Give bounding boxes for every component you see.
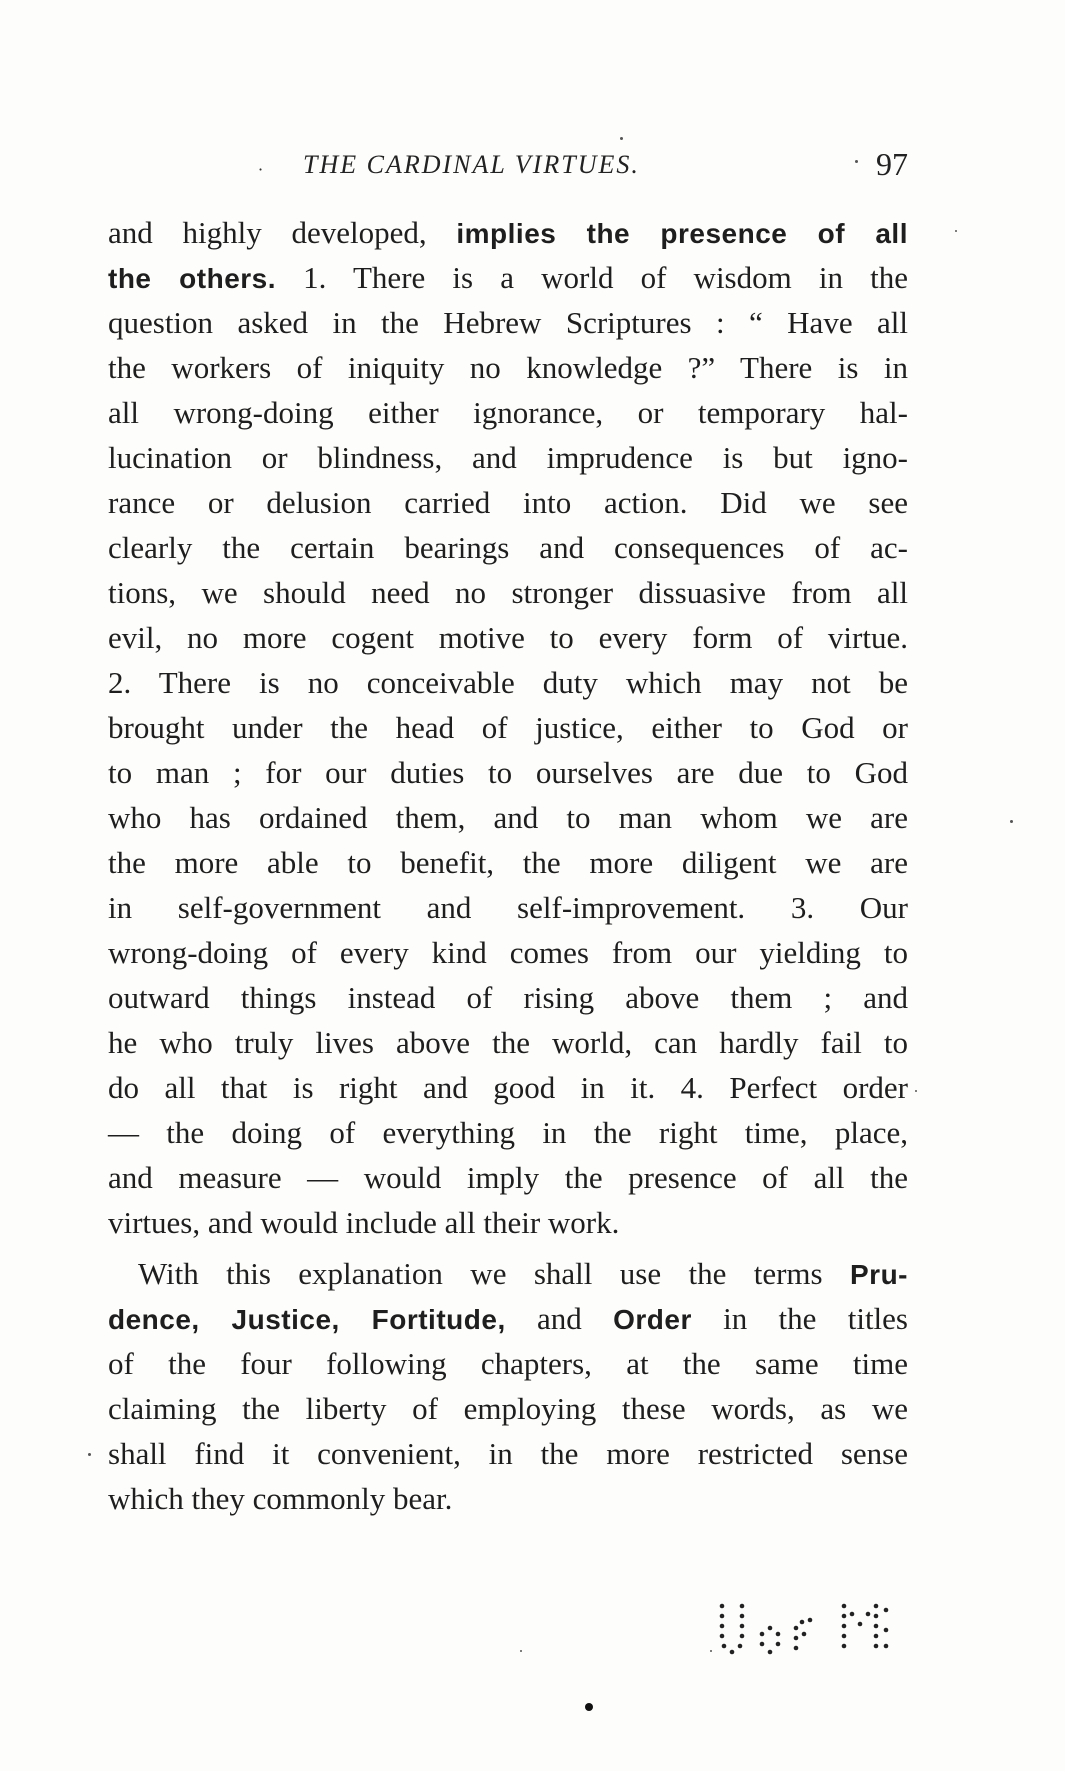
print-speck xyxy=(585,1703,593,1711)
text-run: and xyxy=(505,1301,614,1336)
text-run: and measure — would imply the presence of all the xyxy=(108,1160,908,1195)
text-run: shall find it convenient, in the more restricted sense xyxy=(108,1436,908,1471)
print-speck xyxy=(955,230,957,232)
text-run: the workers of iniquity no knowledge ?” There is in xyxy=(108,350,908,385)
text-run: the more able to benefit, the more diligent we are xyxy=(108,845,908,880)
text-line xyxy=(108,1431,908,1476)
running-header xyxy=(108,146,908,190)
text-line xyxy=(108,1155,908,1200)
header-ornament: · xyxy=(258,160,264,179)
text-line xyxy=(108,435,908,480)
text-run: wrong-doing of every kind comes from our yielding to xyxy=(108,935,908,970)
text-line xyxy=(108,1296,908,1341)
text-run: With this explanation we shall use the terms xyxy=(138,1256,850,1291)
text-line xyxy=(108,1251,908,1296)
text-run: to man ; for our duties to ourselves are due to God xyxy=(108,755,908,790)
text-run: outward things instead of rising above them ; and xyxy=(108,980,908,1015)
text-line xyxy=(108,750,908,795)
text-line xyxy=(108,1110,908,1155)
text-line xyxy=(108,795,908,840)
text-line xyxy=(108,1476,908,1521)
text-run: which they commonly bear. xyxy=(108,1481,453,1516)
page-number: 97 xyxy=(876,146,908,182)
text-line xyxy=(108,390,908,435)
text-run: lucination or blindness, and imprudence is but igno- xyxy=(108,440,908,475)
text-run: and highly developed, xyxy=(108,215,457,250)
text-run: all wrong-doing either ignorance, or temporary hal- xyxy=(108,395,908,430)
text-run: virtues, and would include all their work. xyxy=(108,1205,620,1240)
text-line xyxy=(108,840,908,885)
text-line xyxy=(108,210,908,255)
text-run: do all that is right and good in it. 4. Perfect order xyxy=(108,1070,908,1105)
text-line xyxy=(108,705,908,750)
print-speck xyxy=(620,137,623,140)
text-line xyxy=(108,255,908,300)
text-run: who has ordained them, and to man whom we are xyxy=(108,800,908,835)
paragraph-1 xyxy=(108,210,908,1245)
text-line xyxy=(108,1065,908,1110)
text-line xyxy=(108,480,908,525)
text-run: claiming the liberty of employing these words, as we xyxy=(108,1391,908,1426)
text-line xyxy=(108,1200,908,1245)
text-run: 2. There is no conceivable duty which may not be xyxy=(108,665,908,700)
text-run: in the titles xyxy=(691,1301,908,1336)
text-line xyxy=(108,570,908,615)
text-line xyxy=(108,975,908,1020)
text-line xyxy=(108,345,908,390)
text-run: evil, no more cogent motive to every form of virtue. xyxy=(108,620,908,655)
library-perforation-stamp xyxy=(712,1600,912,1660)
bold-term: the others. xyxy=(108,263,277,294)
running-title: THE CARDINAL VIRTUES. xyxy=(303,150,640,179)
print-speck xyxy=(915,1090,917,1092)
text-line xyxy=(108,300,908,345)
text-run: brought under the head of justice, either to God or xyxy=(108,710,908,745)
body-text xyxy=(108,210,908,1521)
text-line xyxy=(108,930,908,975)
print-speck xyxy=(1010,820,1013,823)
text-line xyxy=(108,660,908,705)
paragraph-2 xyxy=(108,1251,908,1521)
bold-term: implies the presence of all xyxy=(456,218,908,249)
text-run: clearly the certain bearings and consequences of ac- xyxy=(108,530,908,565)
text-run: he who truly lives above the world, can hardly fail to xyxy=(108,1025,908,1060)
text-run: rance or delusion carried into action. Did we see xyxy=(108,485,908,520)
text-run: of the four following chapters, at the same time xyxy=(108,1346,908,1381)
text-run: 1. There is a world of wisdom in the xyxy=(276,260,908,295)
print-speck xyxy=(710,1650,712,1652)
text-run: tions, we should need no stronger dissuasive from all xyxy=(108,575,908,610)
text-run: question asked in the Hebrew Scriptures : “ Have all xyxy=(108,305,908,340)
text-line xyxy=(108,885,908,930)
bold-term: Order xyxy=(613,1304,692,1335)
print-speck xyxy=(520,1650,522,1652)
bold-term: dence, Justice, Fortitude, xyxy=(108,1304,506,1335)
bold-term: Pru- xyxy=(850,1259,908,1290)
text-line xyxy=(108,1341,908,1386)
print-speck xyxy=(88,1453,91,1456)
text-run: — the doing of everything in the right time, place, xyxy=(108,1115,908,1150)
text-line xyxy=(108,1386,908,1431)
print-speck xyxy=(855,160,858,163)
text-run: in self-government and self-improvement. 3. Our xyxy=(108,890,908,925)
text-line xyxy=(108,615,908,660)
text-line xyxy=(108,525,908,570)
text-line xyxy=(108,1020,908,1065)
